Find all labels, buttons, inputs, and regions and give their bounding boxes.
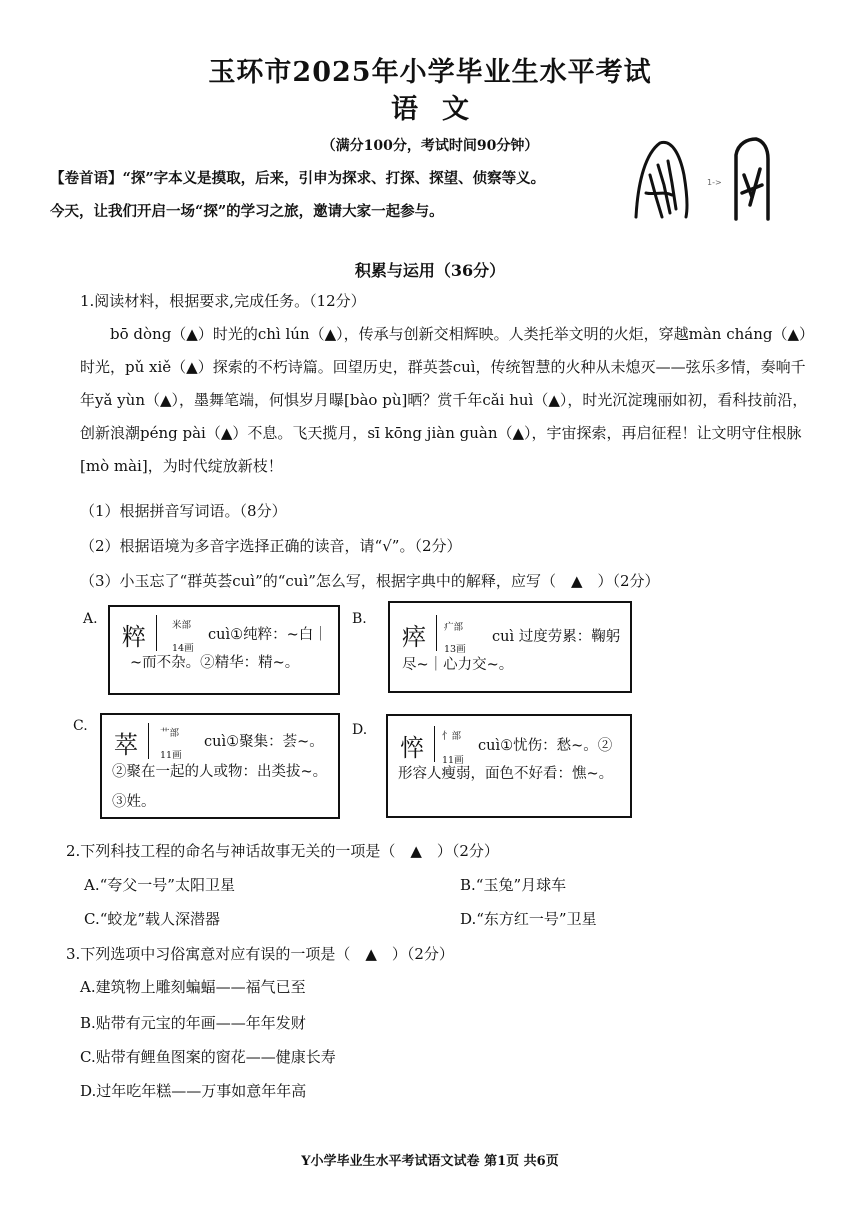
q1-stem: 1.阅读材料，根据要求,完成任务。（12分）	[80, 292, 366, 310]
option-c-character: 萃	[114, 731, 138, 759]
option-d-radical: 忄部	[442, 731, 462, 742]
exam-title: 玉环市2025年小学毕业生水平考试	[208, 57, 652, 88]
subject-title: 语文	[391, 94, 493, 125]
option-b-entry: cuì 过度劳累：鞠躬尽~｜心力交~。	[402, 629, 621, 673]
option-c-strokes: 11画	[160, 750, 182, 761]
option-c-label: C.	[73, 718, 88, 734]
option-b-character: 瘁	[402, 623, 426, 651]
option-b-label: B.	[352, 611, 367, 627]
q1-passage: bō dòng（▲）时光的chì lún（▲），传承与创新交相辉映。人类托举文明的火炬，穿越màn cháng（▲）时光，pǔ xiě（▲）探索的不朽诗篇。回望历史，群英荟cuì，传统智慧的火种从未熄灭——弦乐多情，奏响千年yǎ yùn（▲），墨舞笔端，何惧岁月曝[bào pù]晒？赏千年cǎi huì（▲），时光沉淀瑰丽如初，看科技前沿，创新浪潮péng pài（▲）不息。飞天揽月，sī kōng jiàn guàn（▲），宇宙探索，再启征程！让文明守住根脉[mò mài]，为时代绽放新枝！	[80, 325, 815, 475]
q3-stem: 3.下列选项中习俗寓意对应有误的一项是（ ▲ ）（2分）	[66, 945, 454, 963]
q2-option-a: A.“夸父一号”太阳卫星	[84, 876, 235, 894]
option-b-strokes: 13画	[444, 644, 466, 655]
q3-option-d: D.过年吃年糕——万事如意年年高	[80, 1082, 307, 1100]
option-d-dict-card	[386, 714, 632, 818]
option-d-character: 悴	[400, 734, 424, 762]
q2-option-c: C.“蛟龙”载人深潜器	[84, 910, 221, 928]
q3-option-b: B.贴带有元宝的年画——年年发财	[80, 1014, 306, 1032]
ancient-tan-glyph-illustration	[628, 135, 778, 230]
option-a-entry: cuì①纯粹：~白｜~而不杂。②精华：精~。	[130, 627, 328, 671]
q1-sub1: （1）根据拼音写词语。（8分）	[80, 502, 287, 520]
option-c-radical: 艹部	[160, 728, 180, 739]
option-a-character: 粹	[122, 623, 146, 651]
q3-option-a: A.建筑物上雕刻蝙蝠——福气已至	[80, 978, 306, 996]
page-footer: Y小学毕业生水平考试语文试卷 第1页 共6页	[301, 1154, 559, 1169]
preface-line-1: 【卷首语】“探”字本义是摸取，后来，引申为探求、打探、探望、侦察等义。	[50, 170, 546, 187]
q2-option-b: B.“玉兔”月球车	[460, 876, 567, 894]
score-time-note: （满分100分，考试时间90分钟）	[321, 138, 539, 154]
option-a-strokes: 14画	[172, 643, 194, 654]
option-c-entry: cuì①聚集：荟~。②聚在一起的人或物：出类拔~。③姓。	[112, 734, 328, 810]
preface-line-2: 今天，让我们开启一场“探”的学习之旅，邀请大家一起参与。	[50, 203, 444, 220]
seal-script-glyph-icon	[736, 139, 768, 219]
option-b-radical: 疒部	[444, 622, 464, 633]
q3-option-c: C.贴带有鲤鱼图案的窗花——健康长寿	[80, 1048, 336, 1066]
section-heading: 积累与运用（36分）	[354, 261, 506, 280]
option-c-dict-card	[100, 713, 340, 819]
option-a-radical: 米部	[172, 620, 192, 631]
hand-in-cave-glyph-icon	[636, 142, 687, 217]
q2-stem: 2.下列科技工程的命名与神话故事无关的一项是（ ▲ ）（2分）	[66, 842, 499, 860]
glyph-arrow: 1->	[707, 178, 722, 187]
q1-sub3: （3）小玉忘了“群英荟cuì”的“cuì”怎么写，根据字典中的解释，应写（ ▲ ）（2分）	[80, 572, 660, 590]
option-a-label: A.	[83, 611, 98, 627]
q2-option-d: D.“东方红一号”卫星	[460, 910, 597, 928]
q1-sub2: （2）根据语境为多音字选择正确的读音，请“√”。（2分）	[80, 537, 462, 555]
option-a-dict-card	[108, 605, 340, 695]
option-d-entry: cuì①忧伤：愁~。②形容人瘦弱，面色不好看：憔~。	[398, 738, 614, 782]
option-d-strokes: 11画	[442, 755, 464, 766]
option-d-label: D.	[352, 722, 368, 738]
option-b-dict-card	[388, 601, 632, 693]
